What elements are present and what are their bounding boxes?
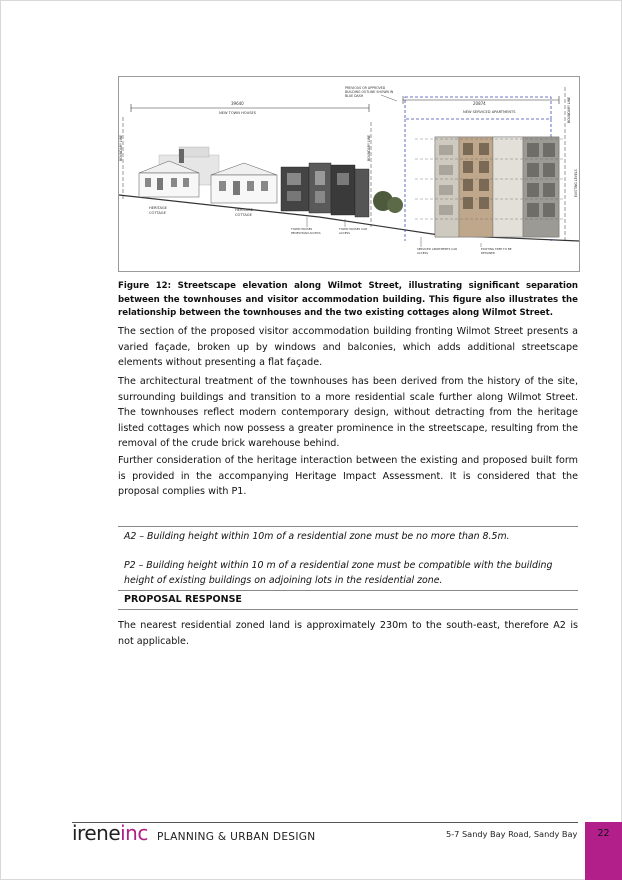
elevation-drawing bbox=[119, 77, 579, 271]
townhouses-pedestrian-label-1: TOWN HOUSES bbox=[291, 227, 313, 231]
previous-outline-label-3: BLUE DASH bbox=[345, 94, 364, 98]
boundary-line-mid-label: BOUNDARY LINE bbox=[367, 134, 371, 161]
page-number: 22 bbox=[597, 828, 610, 839]
proposal-response-text: The nearest residential zoned land is approximately 230m to the south-east, therefore A2 is not applicable. bbox=[118, 620, 578, 647]
serviced-apartments-building bbox=[435, 137, 559, 237]
logo-tagline: PLANNING & URBAN DESIGN bbox=[156, 831, 316, 843]
paragraph-facade: The section of the proposed visitor accommodation building fronting Wilmot Street presents a varied façade, broken up by windows and balconies, which adds additional streetscape elements without presenting a flat façade. bbox=[118, 326, 578, 369]
standard-table bbox=[118, 526, 578, 610]
paragraph-architecture: The architectural treatment of the townhouses has been derived from the history of the site, surrounding buildings and transition to a more residential scale further along Wilmot Street. The townhouses reflect modern contemporary design, without detracting from the heritage listed cottages which now possess a greater prominence in the streetscape, resulting from the removal of the crude brick warehouse behind. bbox=[118, 376, 578, 450]
logo-inc-text: inc bbox=[120, 821, 148, 845]
dim-townhouses-text: 39640 bbox=[231, 101, 244, 106]
heritage-cottage-1-label-2: COTTAGE bbox=[149, 211, 166, 215]
serviced-apartments-car-label-1: SERVICED APARTMENTS CAR bbox=[417, 247, 458, 251]
page-number-box bbox=[585, 822, 622, 880]
townhouses-car-label-2: ACCESS bbox=[339, 231, 351, 235]
heritage-cottage-2-label-1: HERITAGE bbox=[235, 208, 253, 212]
footer-address: 5-7 Sandy Bay Road, Sandy Bay bbox=[446, 829, 578, 839]
previous-outline-label-1: PREVIOUS OR APPROVED bbox=[345, 86, 386, 90]
performance-criteria-p2: P2 – Building height within 10 m of a residential zone must be compatible with the building height of existing buildings on adjoining lots in the residential zone. bbox=[124, 560, 553, 586]
proposal-response-heading: PROPOSAL RESPONSE bbox=[124, 594, 242, 605]
new-town-houses bbox=[281, 163, 369, 217]
new-town-houses-label: NEW TOWN HOUSES bbox=[219, 111, 257, 115]
divider bbox=[118, 609, 578, 610]
figure-caption: Figure 12: Streetscape elevation along Wilmot Street, illustrating significant separation between the townhouses and visitor accommodation building. This figure also illustrates the relationship between the townhouses and the two existing cottages along Wilmot Street. bbox=[118, 281, 578, 318]
new-serviced-apartments-label: NEW SERVICED APARTMENTS bbox=[463, 110, 516, 114]
irene-inc-logo bbox=[72, 821, 316, 845]
existing-levels-label: EXISTING LEVELS bbox=[574, 169, 578, 197]
streetscape-elevation-figure bbox=[118, 76, 580, 272]
existing-trees-label-2: RETAINED bbox=[481, 251, 495, 255]
previous-outline-label-2: BUILDING OUTLINE SHOWN IN bbox=[345, 90, 394, 94]
heritage-cottage-1-label-1: HERITAGE bbox=[149, 206, 167, 210]
heritage-cottage-2-label-2: COTTAGE bbox=[235, 213, 252, 217]
existing-trees-label-1: EXISTING TREE TO BE bbox=[481, 247, 512, 251]
logo-irene-text: irene bbox=[72, 821, 121, 845]
serviced-apartments-car-label-2: ACCESS bbox=[417, 251, 429, 255]
boundary-line-right-label: BOUNDARY LINE bbox=[567, 96, 571, 123]
paragraph-heritage: Further consideration of the heritage interaction between the existing and proposed built form is provided in the accompanying Heritage Impact Assessment. It is considered that the proposal complies with P1. bbox=[118, 455, 578, 498]
townhouses-car-label-1: TOWN HOUSES CAR bbox=[339, 227, 368, 231]
acceptable-solution-a2: A2 – Building height within 10m of a residential zone must be no more than 8.5m. bbox=[124, 531, 510, 542]
townhouses-pedestrian-label-2: PEDESTRIAN ACCESS bbox=[291, 231, 321, 235]
boundary-line-left-label: BOUNDARY LINE bbox=[119, 134, 123, 161]
dim-apartments-text: 20874 bbox=[473, 101, 486, 106]
